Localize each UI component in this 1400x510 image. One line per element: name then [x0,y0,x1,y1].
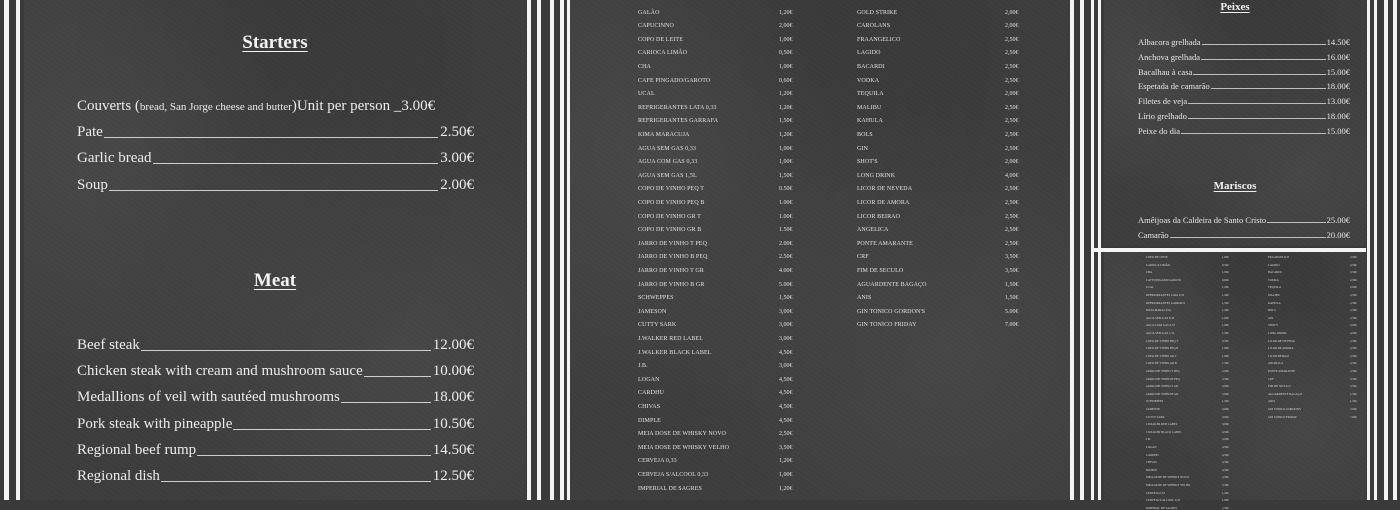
menu-item: Beef steak 12.00€ [77,337,474,353]
drink-item-name: COPO DE LEITE [1146,255,1168,259]
drink-item-price: 2,50€ [1005,118,1019,125]
drink-item-name: MALIBU [1268,293,1280,297]
drink-item-name: PONTE AMARANTE [1268,369,1296,373]
drink-item-name: FIM DE SECULO [857,268,904,274]
drink-item-name: CUTTY SARK [638,322,677,329]
drink-item-name: COPO DE VINHO GR T [638,213,701,220]
drink-item-name: DIMPLE [1146,467,1158,472]
drink-item-price: 4,50€ [1222,460,1229,465]
drink-item-name: CERVEJA S/ALCOOL 0,33 [638,472,709,478]
menu-item: Couverts ( bread, San Jorge cheese and butter )Unit per person _ 3.00€ [77,98,436,114]
drink-item-name: REFRIGERANTES LATA 0,33 [1146,293,1185,297]
drink-item-price: 5.00€ [779,281,793,288]
drink-item-name: CHIVAS [1146,460,1157,465]
drink-item-name: MEIA DOSE DE WHISKY NOVO [638,431,727,438]
drink-item-name: COPO DE VINHO GR B [1146,361,1177,366]
drink-item-price: 2,00€ [1350,323,1357,328]
drink-item-price: 2,50€ [1005,132,1019,138]
drink-item-name: LONG DRINK [1268,331,1287,335]
drink-item-price: 1,00€ [1222,270,1229,275]
drink-item-price: 4,50€ [1222,467,1229,472]
price: 10.50€ [432,416,474,432]
drink-item-name: KAHULA [857,118,883,125]
drink-item-price: 0.50€ [1222,338,1229,343]
drink-item-name: DIMPLE [638,417,661,424]
drink-item-price: 5.00€ [1005,308,1019,315]
drink-item-name: GIN TONICO GORDON'S [857,308,926,315]
drink-item-name: COPO DE LEITE [638,36,683,43]
drink-item-name: ANIS [857,295,872,302]
menu-item: Medallions of veil with sautéed mushrooms 18.00€ [77,389,474,405]
price: 15.00€ [1326,125,1350,136]
drink-item-price: 1,20€ [1222,505,1229,510]
drink-item-price: 2,50€ [1350,315,1357,320]
drink-item-price: 1,20€ [779,458,793,465]
drink-item-name: CARIOCA LIMÃO [638,50,688,57]
price: 18.00€ [432,389,474,405]
drink-item-name: IMPERIAL DE SAGRES [1146,505,1178,510]
drink-item-price: 7.00€ [1005,322,1019,329]
price: 20.00€ [1326,230,1350,240]
drink-item-name: FRAANGELICO [857,36,901,43]
drink-item-name: CERVEJA 0,33 [1146,490,1165,495]
drink-item-price: 4,50€ [1222,445,1229,449]
menu-panel-starters-meat [24,0,526,500]
drink-item-price: 1,50€ [779,118,793,125]
drink-item-name: CARDHU [1146,452,1159,457]
drink-item-name: UCAL [1146,285,1155,290]
menu-item: Espetada de camarão 18.00€ [1138,81,1350,92]
drink-item-name: J.B. [638,363,648,370]
price: 25.00€ [1326,215,1350,225]
drink-item-name: LICOR BEIRAO [857,213,901,220]
drink-item-price: 2,00€ [1005,23,1019,30]
drink-item-name: JARRO DE VINHO T GR [1146,384,1179,389]
drink-item-name: CAPUCINNO [638,23,674,30]
drink-item-price: 1,20€ [779,91,793,98]
drink-item-name: JARRO DE VINHO B GR [1146,391,1179,396]
drink-item-price: 3,50€ [1350,376,1357,381]
drink-item-price: 2,50€ [1005,200,1019,206]
drink-item-name: CUTTY SARK [1146,414,1165,419]
menu-item: Pork steak with pineapple 10.50€ [77,416,474,432]
drink-item-name: GIN [1268,315,1274,320]
drink-item-name: JARRO DE VINHO T PEQ [1146,369,1180,373]
drink-item-price: 1,50€ [1350,391,1357,396]
drink-item-name: VODKA [857,77,880,84]
drink-item-price: 1,20€ [1222,285,1229,290]
drink-item-price: 3,00€ [1222,414,1229,419]
drink-item-price: 2,00€ [1350,285,1357,290]
drink-item-name: KIMA MARACUJA [1146,308,1172,313]
drink-item-price: 2,50€ [1005,77,1019,84]
drink-item-price: 2,50€ [1350,361,1357,366]
drink-item-name: COPO DE VINHO PEQ T [638,186,705,193]
drink-item-name: TEQUILA [1268,285,1281,290]
drink-item-price: 4,50€ [779,390,793,397]
drink-item-price: 2,50€ [1005,50,1019,57]
drink-item-name: GIN TONICO FRIDAY [857,322,917,329]
price: 10.00€ [432,363,474,379]
drink-item-name: AGUA SEM GAS 1,5L [638,172,697,179]
drink-item-name: IMPERIAL DE SAGRES [638,485,702,492]
price: 16.00€ [1326,51,1350,62]
drink-item-name: CAFE PINGADO/GAROTO [638,77,711,84]
drink-item-price: 2,00€ [779,23,793,30]
drink-item-name: J.WALKER RED LABEL [1146,422,1178,427]
drink-item-price: 2,50€ [1005,36,1019,43]
meat-title: Meat [253,270,297,291]
drink-item-price: 4.00€ [779,268,793,274]
drink-item-name: REFRIGERANTES GARRAFA [638,118,719,125]
drink-item-price: 4.00€ [1222,384,1229,389]
drink-item-price: 1.50€ [779,227,793,234]
drink-item-price: 2,00€ [1005,9,1019,16]
drink-item-price: 1,00€ [779,145,793,152]
drink-item-name: JARRO DE VINHO B PEQ [638,254,708,261]
price: 2.50€ [440,124,474,140]
drink-item-name: COPO DE VINHO PEQ B [1146,346,1179,351]
drink-item-price: 1,20€ [1222,490,1229,495]
drink-item-name: TEQUILA [857,91,884,98]
drink-item-price: 3,50€ [1350,384,1357,389]
menu-item: Bacalhau à casa 15.00€ [1138,66,1350,77]
drink-item-price: 0,50€ [779,50,793,57]
drink-item-name: J.WALKER BLACK LABEL [638,349,712,356]
drink-item-price: 2,50€ [1350,300,1357,305]
drink-item-price: 4,50€ [1222,429,1229,434]
drink-item-name: MEIA DOSE DE WHISKY VELHO [638,444,730,451]
drink-item-price: 1,00€ [1222,323,1229,328]
drink-item-name: MALIBU [857,104,882,111]
drink-item-name: LICOR DE NEVEDA [857,186,913,193]
drink-item-name: LICOR DE AMORA [857,200,910,206]
menu-item: Peixe do dia 15.00€ [1138,125,1350,136]
price: 18.00€ [1326,111,1350,121]
menu-item: Filetes de veja 13.00€ [1138,96,1350,107]
drink-item-price: 2,50€ [779,431,793,438]
drink-item-name: CHIVAS [638,404,661,410]
drink-item-name: LAGIDO [857,50,881,57]
drink-item-name: GIN [857,145,868,152]
drink-item-price: 2,00€ [1005,159,1019,166]
drink-item-price: 3,00€ [779,322,793,329]
drink-item-price: 1,50€ [1222,300,1229,305]
drink-item-name: FRAANGELICO [1268,255,1290,259]
drink-item-name: SCHWEPPES [638,295,674,302]
price: 3.00€ [440,150,474,166]
drink-item-price: 2,00€ [1005,91,1019,98]
drink-item-name: KIMA MARACUJA [638,132,690,138]
drink-item-price: 1,20€ [1222,293,1229,297]
drink-item-price: 7.00€ [1350,414,1357,419]
drink-item-name: GALÃO [638,9,660,16]
drink-item-name: JAMESON [1146,407,1160,411]
drink-item-name: GIN TONICO FRIDAY [1268,414,1297,419]
drink-item-price: 2.00€ [1222,369,1229,373]
price: 14.50€ [432,442,474,458]
drink-item-price: 1,50€ [779,295,793,302]
drink-item-price: 3,50€ [1222,483,1229,487]
drink-item-name: JARRO DE VINHO B GR [638,281,705,288]
drink-item-name: J.WALKER RED LABEL [638,336,703,342]
drink-item-name: J.B. [1146,437,1151,442]
drink-item-name: J.WALKER BLACK LABEL [1146,429,1182,434]
starters-title: Starters [242,32,308,53]
drink-item-name: CHA [1146,270,1153,275]
menu-item: Albacora grelhada 14.50€ [1138,37,1350,47]
drink-item-price: 2,50€ [1005,104,1019,111]
drink-item-price: 3,00€ [1222,407,1229,411]
menu-item: Anchova grelhada 16.00€ [1138,51,1350,62]
drink-item-name: BACARDI [1268,270,1282,275]
drink-item-price: 2,50€ [1350,346,1357,351]
drink-item-price: 3,50€ [1005,254,1019,261]
drink-item-price: 4,50€ [779,376,793,383]
drink-item-price: 4,50€ [1222,452,1229,457]
drink-item-price: 2.50€ [1222,376,1229,381]
drink-item-price: 3,00€ [1222,422,1229,427]
drink-item-name: LICOR DE AMORA [1268,346,1294,351]
drink-item-name: CHA [638,64,651,70]
drink-item-name: ANIS [1268,399,1276,404]
menu-panel-peixes-mariscos [1104,0,1366,246]
drink-item-name: VODKA [1268,277,1279,282]
price: 14.50€ [1326,37,1350,47]
drink-item-name: LOGAN [638,376,660,383]
drink-item-name: LAGIDO [1268,262,1280,267]
drink-item-price: 1,50€ [1222,399,1229,404]
drink-item-name: CRF [1268,376,1274,381]
drink-item-price: 1,50€ [779,172,793,179]
drink-item-name: GOLD STRIKE [857,9,898,16]
drink-item-name: CAFE PINGADO/GAROTO [1146,277,1182,282]
drink-item-name: CARIOCA LIMÃO [1146,262,1170,267]
drink-item-price: 1,00€ [1222,498,1229,503]
drink-item-name: BOLS [857,132,873,138]
drink-item-name: PONTE AMARANTE [857,240,913,247]
drink-item-price: 5.00€ [1222,391,1229,396]
menu-panel-drinks [570,0,1070,500]
drink-item-price: 1,50€ [1005,295,1019,302]
menu-item: Pate 2.50€ [77,124,474,140]
drink-item-price: 3,50€ [1005,268,1019,274]
drink-item-price: 1,00€ [779,472,793,478]
drink-item-name: CAROLANS [857,23,891,30]
drink-item-name: SHOT'S [857,159,878,166]
drink-item-price: 5.00€ [1350,407,1357,411]
drink-item-price: 2,50€ [1005,227,1019,234]
drink-item-price: 4,00€ [1350,331,1357,335]
drink-item-price: 4,50€ [779,417,793,424]
drink-item-name: LICOR DE NEVEDA [1268,338,1295,343]
drink-item-price: 3,00€ [1222,437,1229,442]
drink-item-price: 2,50€ [1005,213,1019,220]
drink-item-price: 2,50€ [1350,338,1357,343]
price: 12.50€ [432,468,474,484]
drink-item-name: AGUARDENTE BAGAÇO [1268,391,1302,396]
drink-item-price: 1,20€ [779,132,793,138]
drink-item-price: 4,00€ [1005,172,1019,179]
drink-item-name: CERVEJA S/ALCOOL 0,33 [1146,498,1181,503]
drink-item-name: COPO DE VINHO PEQ B [638,200,705,206]
drink-item-name: JAMESON [638,308,667,315]
drink-item-price: 1,00€ [1222,315,1229,320]
drink-item-price: 2,50€ [1350,255,1357,259]
drink-item-name: LICOR BEIRAO [1268,353,1289,358]
menu-item: Garlic bread 3.00€ [77,150,474,166]
drink-item-name: AGUA SEM GAS 1,5L [1146,331,1175,335]
menu-item: Regional beef rump 14.50€ [77,442,474,458]
drink-item-name: CARDHU [638,390,664,397]
drink-item-price: 3,00€ [779,363,793,370]
drink-item-price: 1,00€ [779,64,793,70]
drink-item-price: 2,50€ [1222,475,1229,480]
drink-item-name: AGUARDENTE BAGAÇO [857,281,927,288]
drink-item-price: 1,00€ [779,36,793,43]
drink-item-name: ANGELICA [1268,361,1284,366]
menu-item: Soup 2.00€ [77,177,474,193]
price: 12.00€ [432,337,474,353]
drink-item-name: COPO DE VINHO GR B [638,227,702,234]
drink-item-name: MEIA DOSE DE WHISKY VELHO [1146,483,1191,487]
drink-item-price: 1,20€ [779,104,793,111]
drink-item-price: 3,00€ [779,308,793,315]
price: 3.00€ [401,98,436,114]
drink-item-price: 2,50€ [1005,186,1019,193]
drink-item-name: JARRO DE VINHO B PEQ [1146,376,1180,381]
drink-item-name: AGUA SEM GAS 0,33 [1146,315,1175,320]
drink-item-price: 3,00€ [779,336,793,342]
drink-item-name: AGUA COM GAS 0,33 [638,159,698,166]
mariscos-title: Mariscos [1213,180,1257,192]
drink-item-price: 1.00€ [1222,353,1229,358]
drink-item-price: 1.00€ [779,213,793,220]
menu-item: Regional dish 12.50€ [77,468,474,484]
drink-item-name: COPO DE VINHO PEQ T [1146,338,1179,343]
drink-item-price: 0,50€ [1222,262,1229,267]
drink-item-name: AGUA SEM GAS 0,33 [638,145,697,152]
drink-item-price: 1,00€ [779,159,793,166]
drink-item-price: 2,50€ [1350,308,1357,313]
drink-item-price: 2,50€ [1350,277,1357,282]
drink-item-price: 1,20€ [1222,308,1229,313]
drink-item-name: FIM DE SECULO [1268,384,1291,389]
drink-item-price: 1,20€ [779,9,793,16]
drink-item-name: CERVEJA 0,33 [638,458,677,465]
price: 2.00€ [440,177,474,193]
drink-item-name: COPO DE VINHO GR T [1146,353,1177,358]
drink-item-price: 2,50€ [1350,353,1357,358]
drink-item-name: SHOT'S [1268,323,1279,328]
drink-item-name: ANGELICA [857,227,889,234]
drink-item-price: 2,50€ [1350,369,1357,373]
drink-item-price: 3,50€ [779,444,793,451]
drink-item-price: 0,60€ [1222,277,1229,282]
drink-item-name: REFRIGERANTES GARRAFA [1146,300,1186,305]
drink-item-name: BACARDI [857,64,885,70]
price: 18.00€ [1326,81,1350,92]
drink-item-price: 1,50€ [1222,331,1229,335]
drink-item-price: 2,50€ [1005,145,1019,152]
drink-item-price: 0.50€ [779,186,793,193]
drink-item-price: 1.50€ [1222,361,1229,366]
drink-item-price: 1,20€ [779,485,793,492]
drink-item-name: REFRIGERANTES LATA 0,33 [638,104,717,111]
drink-item-price: 2.50€ [779,254,793,261]
drink-item-price: 2.00€ [779,240,793,247]
drink-item-price: 1.00€ [779,200,793,206]
menu-item: Camarão 20.00€ [1138,230,1350,240]
drink-item-name: JARRO DE VINHO T GR [638,268,704,274]
drink-item-name: LONG DRINK [857,172,896,179]
drink-item-price: 4,50€ [779,404,793,410]
drink-item-name: UCAL [638,91,655,98]
peixes-title: Peixes [1220,1,1250,13]
menu-panel-drinks-thumbnail [1104,252,1366,510]
menu-item: Lírio grelhado 18.00€ [1138,111,1350,121]
drink-item-name: BOLS [1268,308,1276,313]
drink-item-price: 1.00€ [1222,346,1229,351]
drink-item-name: GIN TONICO GORDON'S [1268,407,1302,411]
drink-item-name: KAHULA [1268,300,1281,305]
drink-item-name: JARRO DE VINHO T PEQ [638,240,708,247]
drink-item-price: 2,50€ [1350,262,1357,267]
drink-item-price: 0,60€ [779,77,793,84]
price: 15.00€ [1326,66,1350,77]
drink-item-price: 2,50€ [1350,293,1357,297]
drink-item-price: 4,50€ [779,349,793,356]
drink-item-price: 1,50€ [1005,281,1019,288]
drink-item-price: 2,50€ [1005,240,1019,247]
drink-item-name: SCHWEPPES [1146,399,1164,404]
drink-item-price: 2,50€ [1350,270,1357,275]
drink-item-price: 1,00€ [1222,255,1229,259]
menu-item: Chicken steak with cream and mushroom sauce 10.00€ [77,363,474,379]
drink-item-name: CRF [857,254,869,261]
drink-item-price: 2,50€ [1005,64,1019,70]
drink-item-name: MEIA DOSE DE WHISKY NOVO [1146,475,1189,480]
price: 13.00€ [1326,96,1350,107]
drink-item-name: LOGAN [1146,445,1157,449]
drink-item-price: 1,50€ [1350,399,1357,404]
menu-item: Amêijoas da Caldeira de Santo Cristo 25.00€ [1138,215,1350,225]
drink-item-name: AGUA COM GAS 0,33 [1146,323,1175,328]
